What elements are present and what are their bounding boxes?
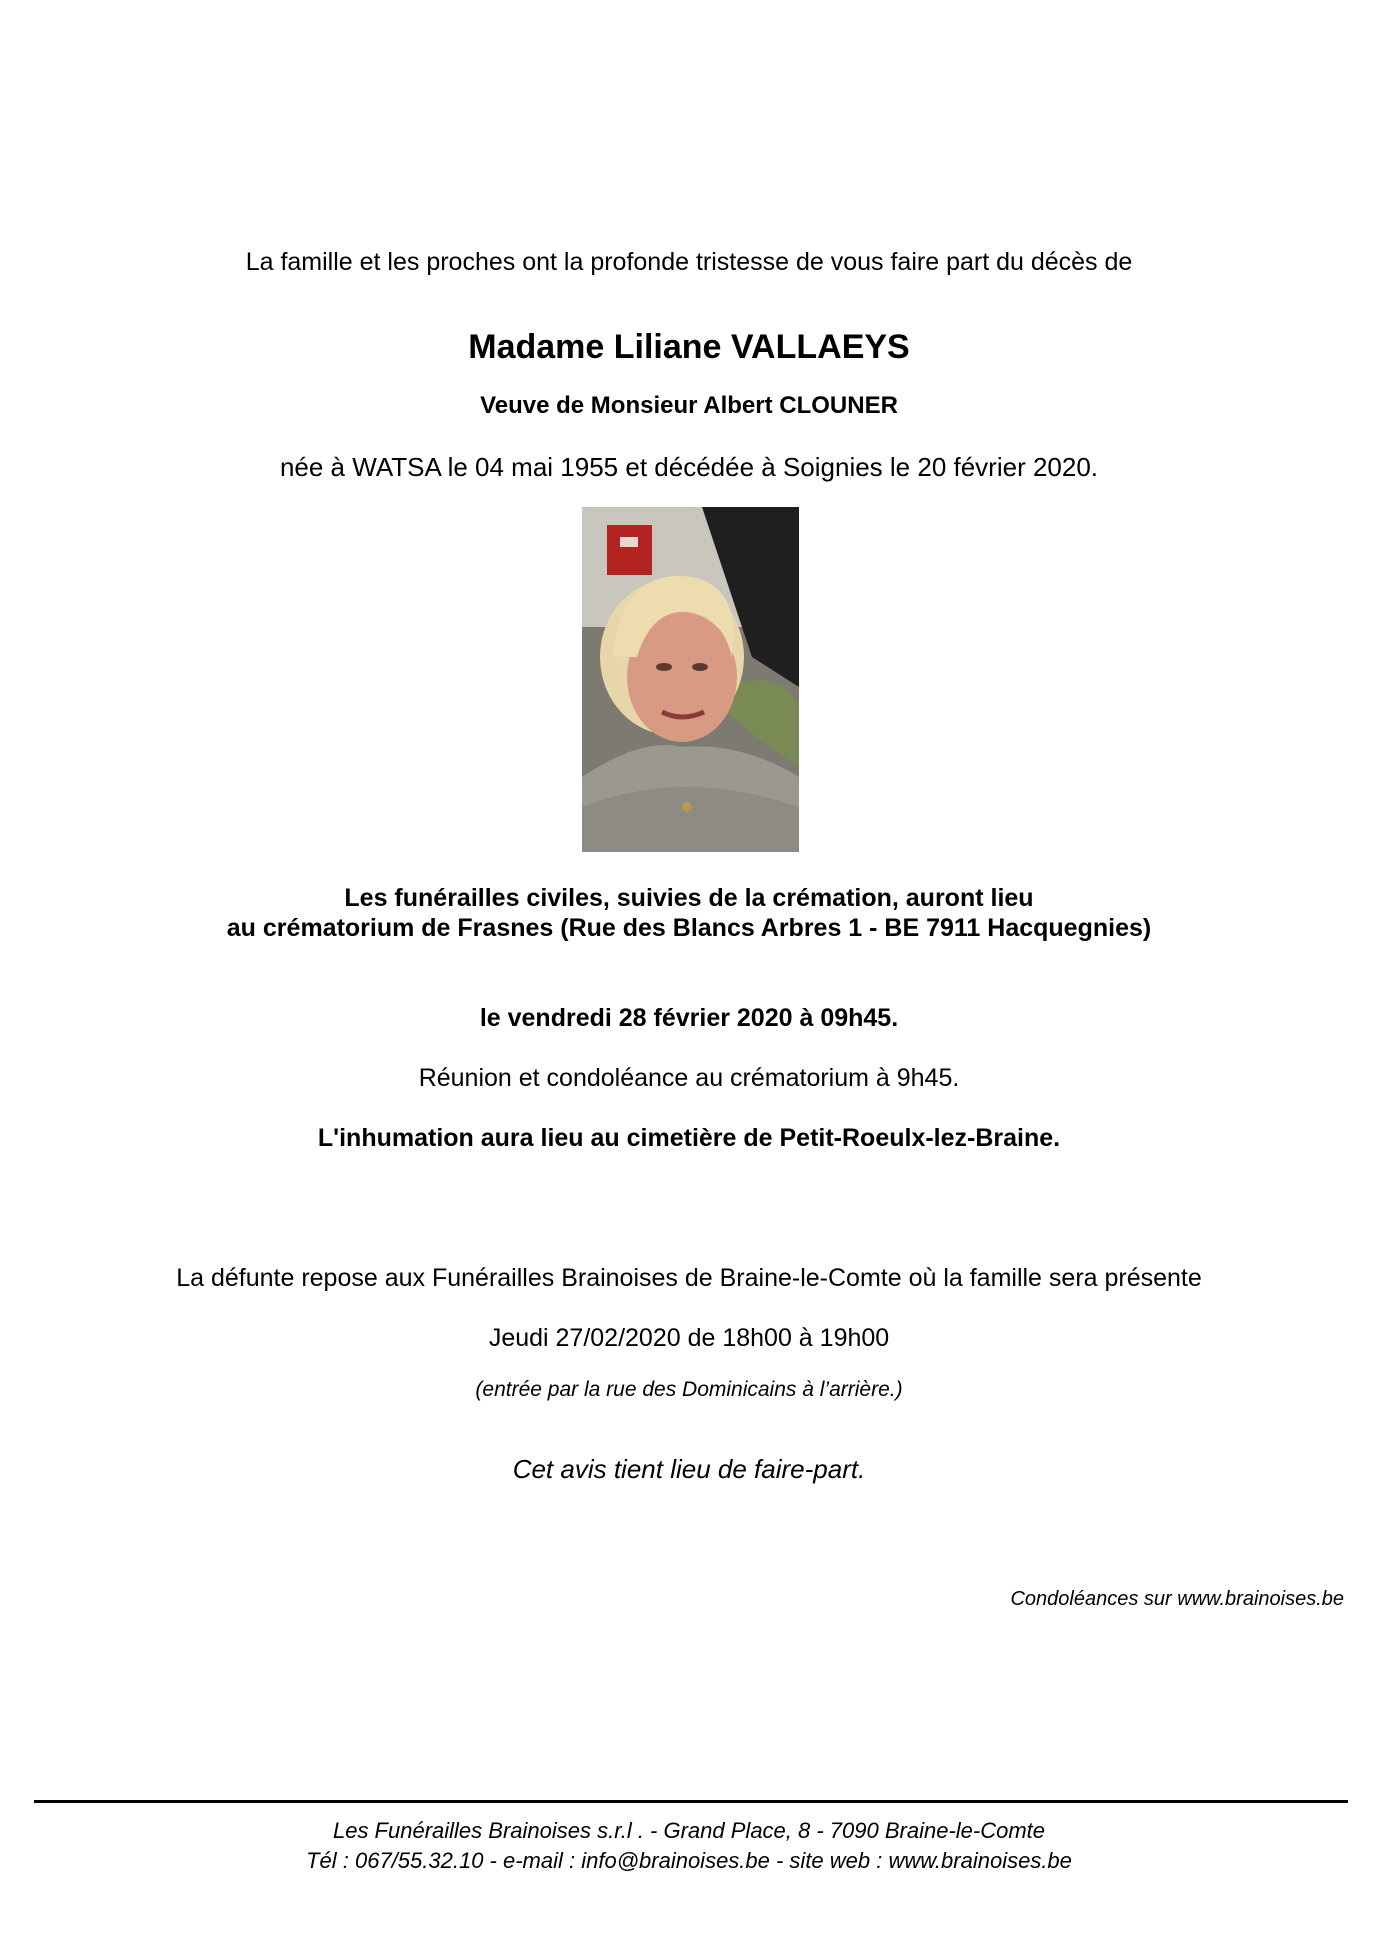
repose-text: La défunte repose aux Funérailles Brainoises de Braine-le-Comte où la famille sera présente — [176, 1264, 1202, 1292]
footer-address: Les Funérailles Brainoises s.r.l . - Grand Place, 8 - 7090 Braine-le-Comte — [332, 1818, 1046, 1843]
visit-time: Jeudi 27/02/2020 de 18h00 à 19h00 — [488, 1324, 890, 1352]
reunion-text: Réunion et condoléance au crématorium à 9h45. — [418, 1064, 960, 1092]
notice-text: Cet avis tient lieu de faire-part. — [512, 1454, 866, 1484]
footer-divider — [34, 1800, 1348, 1803]
inhumation-text: L'inhumation aura lieu au cimetière de Petit-Roeulx-lez-Braine. — [317, 1124, 1061, 1152]
funeral-line-1: Les funérailles civiles, suivies de la crémation, auront lieu — [344, 884, 1034, 912]
intro-text: La famille et les proches ont la profonde tristesse de vous faire part du décès de — [245, 248, 1133, 276]
portrait-photo — [582, 507, 799, 852]
deceased-name: Madame Liliane VALLAEYS — [468, 328, 910, 366]
widow-of: Veuve de Monsieur Albert CLOUNER — [480, 392, 898, 419]
funeral-line-2: au crématorium de Frasnes (Rue des Blancs Arbres 1 - BE 7911 Hacquegnies) — [226, 914, 1152, 942]
footer-contact: Tél : 067/55.32.10 - e-mail : info@brainoises.be - site web : www.brainoises.be — [306, 1848, 1072, 1873]
condolences-link[interactable]: Condoléances sur www.brainoises.be — [1010, 1588, 1344, 1610]
birth-death-line: née à WATSA le 04 mai 1955 et décédée à Soignies le 20 février 2020. — [279, 452, 1099, 482]
funeral-date: le vendredi 28 février 2020 à 09h45. — [479, 1004, 899, 1032]
entry-note: (entrée par la rue des Dominicains à l’arrière.) — [475, 1378, 903, 1401]
